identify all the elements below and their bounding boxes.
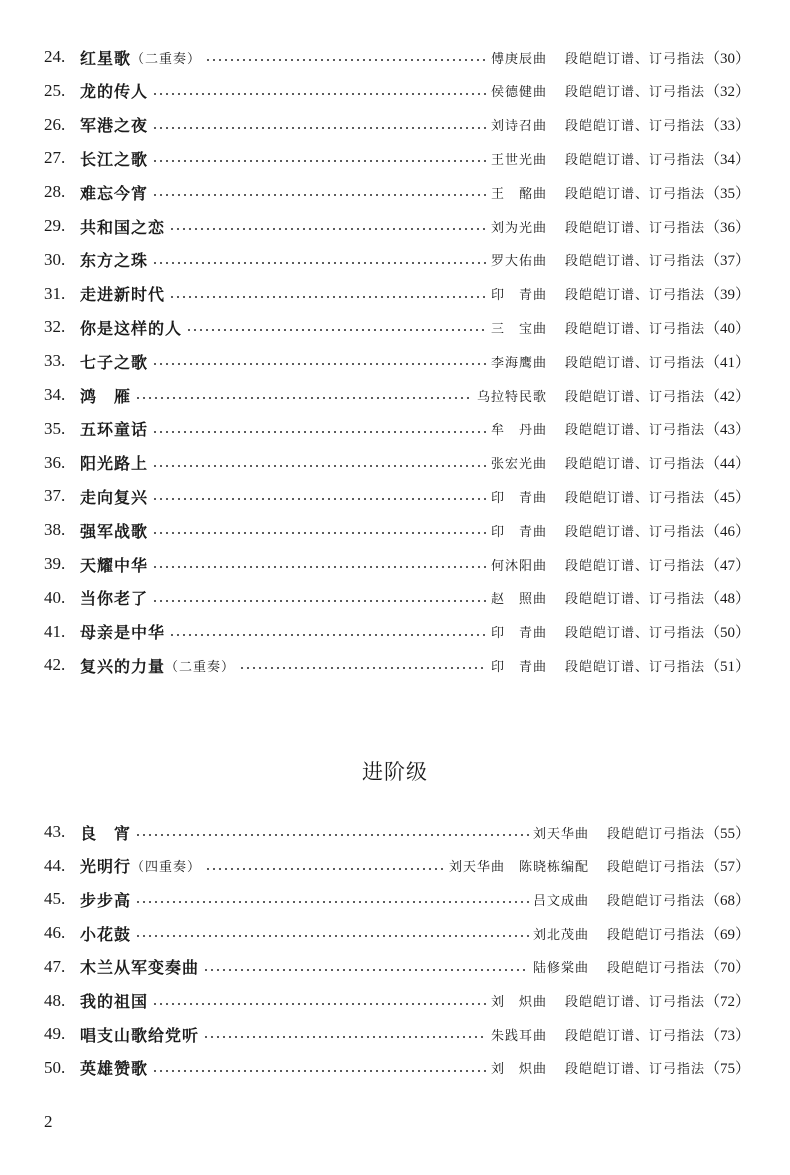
toc-entry-title: 五环童话 [80,420,149,440]
toc-entry-credit: 段皑皑订谱、订弓指法 [564,995,705,1010]
dot-leader [152,160,487,162]
toc-entry-number: 35. [44,418,66,438]
toc-entry-title: 良 宵 [80,823,132,843]
dot-leader [205,868,445,870]
toc-entry-composer: 张宏光曲 [490,457,547,473]
toc-entry [44,619,750,645]
toc-entry-composer: 印 青曲 [490,490,547,506]
toc-entry-title: 七子之歌 [80,352,149,372]
dot-leader [152,127,487,129]
toc-entry-composer: 印 青曲 [490,659,547,675]
toc-entry [44,1055,750,1081]
toc-entry [44,145,750,171]
toc-entry-page: （39） [704,287,750,304]
toc-entry-number: 45. [44,889,66,909]
dot-leader [152,566,487,568]
dot-leader [135,397,473,399]
toc-entry [44,348,750,374]
dot-leader [169,296,487,298]
toc-entry-composer: 刘诗召曲 [490,119,547,135]
toc-entry-composer: 侯德健曲 [490,85,547,101]
toc-entry-credit: 段皑皑订谱、订弓指法 [564,592,705,608]
toc-entry-page: （68） [704,892,750,909]
toc-entry-credit: 段皑皑订谱、订弓指法 [564,152,705,168]
toc-entry-page: （70） [704,960,750,977]
toc-entry-credit: 段皑皑订谱、订弓指法 [564,355,705,371]
toc-entry [44,450,750,476]
toc-entry-credit: 段皑皑订谱、订弓指法 [564,85,705,101]
toc-entry-title: 当你老了 [80,589,149,609]
toc-entry-page: （32） [704,84,750,101]
toc-entry [44,247,750,273]
toc-entry-title: 母亲是中华 [80,623,166,643]
toc-entry-number: 46. [44,923,66,943]
toc-entry-number: 44. [44,855,66,875]
toc-entry-title: 复兴的力量 [80,656,166,676]
toc-entry-number: 26. [44,114,66,134]
toc-entry-composer: 刘 炽曲 [490,1062,547,1078]
toc-entry-composer: 何沐阳曲 [490,558,547,574]
toc-entry-credit: 段皑皑订谱、订弓指法 [564,1028,705,1044]
toc-entry [44,112,750,138]
toc-entry-composer: 吕文成曲 [532,893,589,909]
toc-entry-credit: 段皑皑订谱、订弓指法 [564,659,705,675]
toc-entry-page: （44） [704,456,750,473]
toc-entry-number: 32. [44,317,66,337]
toc-entry-page: （57） [704,859,750,876]
toc-entry-page: （33） [704,118,750,135]
toc-entry-page: （51） [704,658,750,675]
toc-entry-credit: 段皑皑订谱、订弓指法 [564,626,705,642]
toc-entry [44,314,750,340]
toc-entry-composer: 朱践耳曲 [490,1028,547,1044]
toc-entry-title: 小花鼓 [80,924,132,944]
toc-entry [44,886,750,912]
toc-entry-credit: 段皑皑订谱、订弓指法 [564,321,705,337]
toc-entry-credit: 段皑皑订谱、订弓指法 [564,490,705,506]
toc-entry-title: 龙的传人 [80,82,149,102]
toc-entry [44,179,750,205]
toc-entry-number: 30. [44,249,66,269]
toc-entry-number: 29. [44,216,66,235]
dot-leader [169,634,487,636]
toc-entry-title: 英雄赞歌 [80,1059,149,1079]
toc-entry [44,920,750,946]
toc-entry-credit: 段皑皑订弓指法 [606,860,705,876]
toc-entry-title: 长江之歌 [80,149,149,169]
toc-entry-page: （36） [704,219,750,236]
dot-leader [203,1036,487,1038]
toc-entry [44,44,750,70]
toc-entry-credit: 段皑皑订谱、订弓指法 [564,558,705,574]
toc-entry-composer: 刘天华曲 [532,826,589,842]
toc-entry [44,585,750,611]
toc-entry-credit: 段皑皑订谱、订弓指法 [564,186,705,202]
dot-leader [152,93,487,95]
toc-entry-number: 40. [44,587,66,607]
toc-entry-note: （四重奏） [131,860,202,876]
toc-entry-title: 木兰从军变奏曲 [80,958,200,978]
toc-entry-composer: 印 青曲 [490,626,547,642]
toc-entry-composer: 刘天华曲 陈晓栋编配 [448,860,589,876]
toc-entry-number: 33. [44,351,66,371]
dot-leader [169,228,487,230]
toc-entry-credit: 段皑皑订谱、订弓指法 [564,51,705,67]
toc-entry [44,853,750,879]
toc-entry-credit: 段皑皑订弓指法 [606,927,705,943]
toc-entry-credit: 段皑皑订弓指法 [606,961,705,977]
toc-entry-title: 红星歌 [80,48,132,68]
toc-entry-title: 唱支山歌给党听 [80,1025,200,1045]
toc-entry-number: 49. [44,1024,66,1044]
toc-entry-title: 光明行 [80,857,132,877]
toc-entry-number: 37. [44,486,66,506]
dot-leader [152,498,487,500]
toc-entry [44,988,750,1014]
toc-entry-note: （二重奏） [131,51,202,67]
toc-entry-title: 强军战歌 [80,521,149,541]
dot-leader [152,262,487,264]
toc-entry-title: 东方之珠 [80,251,149,271]
toc-entry-number: 39. [44,554,66,573]
toc-entry [44,382,750,408]
toc-entry-number: 28. [44,182,66,202]
dot-leader [152,532,487,534]
page-number: 2 [44,1112,53,1131]
toc-entry-composer: 罗大佑曲 [490,254,547,270]
dot-leader [135,834,529,836]
dot-leader [152,431,487,433]
toc-entry-credit: 段皑皑订弓指法 [606,826,705,842]
toc-entry [44,954,750,980]
toc-entry-title: 难忘今宵 [80,183,149,203]
toc-entry-page: （43） [704,422,750,439]
toc-entry-title: 军港之夜 [80,116,149,136]
toc-entry-number: 27. [44,148,66,168]
toc-entry-page: （50） [704,625,750,642]
toc-entry-composer: 刘为光曲 [490,220,547,236]
toc-entry-credit: 段皑皑订谱、订弓指法 [564,524,705,540]
toc-entry-page: （73） [704,1027,750,1044]
toc-entry [44,551,750,577]
toc-entry-number: 34. [44,385,66,404]
toc-entry-composer: 三 宝曲 [490,321,547,337]
toc-entry-credit: 段皑皑订谱、订弓指法 [564,254,705,270]
toc-entry-composer: 牟 丹曲 [490,423,547,439]
toc-entry-credit: 段皑皑订谱、订弓指法 [564,389,705,405]
toc-entry-page: （41） [704,354,750,371]
toc-entry-credit: 段皑皑订谱、订弓指法 [564,220,705,236]
dot-leader [152,363,487,365]
toc-entry-title: 走进新时代 [80,285,166,305]
section-heading: 进阶级 [362,760,428,784]
toc-entry-number: 36. [44,452,66,472]
toc-entry-title: 你是这样的人 [80,318,183,338]
toc-entry-note: （二重奏） [165,659,236,675]
toc-entry-credit: 段皑皑订弓指法 [606,893,705,909]
toc-entry-number: 38. [44,520,66,540]
toc-entry-page: （72） [704,994,750,1010]
toc-entry-number: 43. [44,822,66,841]
dot-leader [152,1070,487,1072]
toc-entry-composer: 印 青曲 [490,524,547,540]
toc-entry [44,281,750,307]
toc-entry-composer: 赵 照曲 [490,592,547,608]
toc-entry-credit: 段皑皑订谱、订弓指法 [564,288,705,304]
toc-entry [44,819,750,845]
toc-entry-title: 天耀中华 [80,555,149,575]
toc-entry-composer: 傅庚辰曲 [490,51,547,67]
dot-leader [135,935,529,937]
toc-entry-title: 鸿 雁 [80,386,132,406]
toc-entry-page: （48） [704,591,750,608]
toc-entry [44,1021,750,1047]
toc-entry-page: （34） [704,151,750,168]
toc-entry-number: 42. [44,655,66,675]
toc-entry-credit: 段皑皑订谱、订弓指法 [564,423,705,439]
toc-entry-title: 共和国之恋 [80,217,166,237]
toc-entry [44,652,750,678]
toc-entry-page: （47） [704,557,750,574]
toc-entry [44,416,750,442]
toc-entry-composer: 刘北茂曲 [532,927,589,943]
toc-entry-title: 阳光路上 [80,454,149,474]
dot-leader [152,600,487,602]
toc-entry-page: （45） [704,489,750,506]
toc-entry-composer: 陆修棠曲 [532,961,589,977]
dot-leader [239,667,487,669]
toc-entry-composer: 李海鹰曲 [490,355,547,371]
toc-entry-number: 24. [44,47,66,66]
toc-entry-number: 25. [44,80,66,100]
dot-leader [152,465,487,467]
toc-entry-title: 走向复兴 [80,487,149,507]
toc-entry [44,483,750,509]
toc-entry-page: （55） [704,825,750,842]
dot-leader [186,329,487,331]
toc-entry-composer: 王世光曲 [490,152,547,168]
toc-entry [44,213,750,239]
toc-entry-title: 我的祖国 [80,992,149,1011]
toc-entry-title: 步步高 [80,890,132,910]
toc-entry [44,517,750,543]
dot-leader [152,194,487,196]
toc-entry-page: （46） [704,523,750,540]
toc-entry-composer: 印 青曲 [490,288,547,304]
toc-entry-composer: 刘 炽曲 [490,995,547,1010]
dot-leader [135,901,529,903]
toc-entry-page: （69） [704,926,750,943]
dot-leader [203,969,529,971]
toc-entry-page: （42） [704,388,750,405]
toc-entry-page: （30） [704,50,750,67]
toc-entry-number: 48. [44,990,66,1010]
toc-entry-number: 50. [44,1057,66,1077]
toc-entry-page: （35） [704,185,750,202]
dot-leader [152,1003,487,1005]
toc-entry-credit: 段皑皑订谱、订弓指法 [564,457,705,473]
toc-entry-credit: 段皑皑订谱、订弓指法 [564,1062,705,1078]
toc-entry-composer: 王 酩曲 [490,186,547,202]
toc-entry-credit: 段皑皑订谱、订弓指法 [564,119,705,135]
toc-entry-number: 31. [44,283,66,303]
toc-entry-number: 41. [44,621,66,641]
toc-entry-page: （75） [704,1061,750,1078]
toc-entry-page: （40） [704,320,750,337]
toc-entry [44,78,750,104]
toc-entry-page: （37） [704,253,750,270]
dot-leader [205,59,487,61]
toc-entry-composer: 乌拉特民歌 [476,389,547,405]
toc-entry-number: 47. [44,956,66,976]
